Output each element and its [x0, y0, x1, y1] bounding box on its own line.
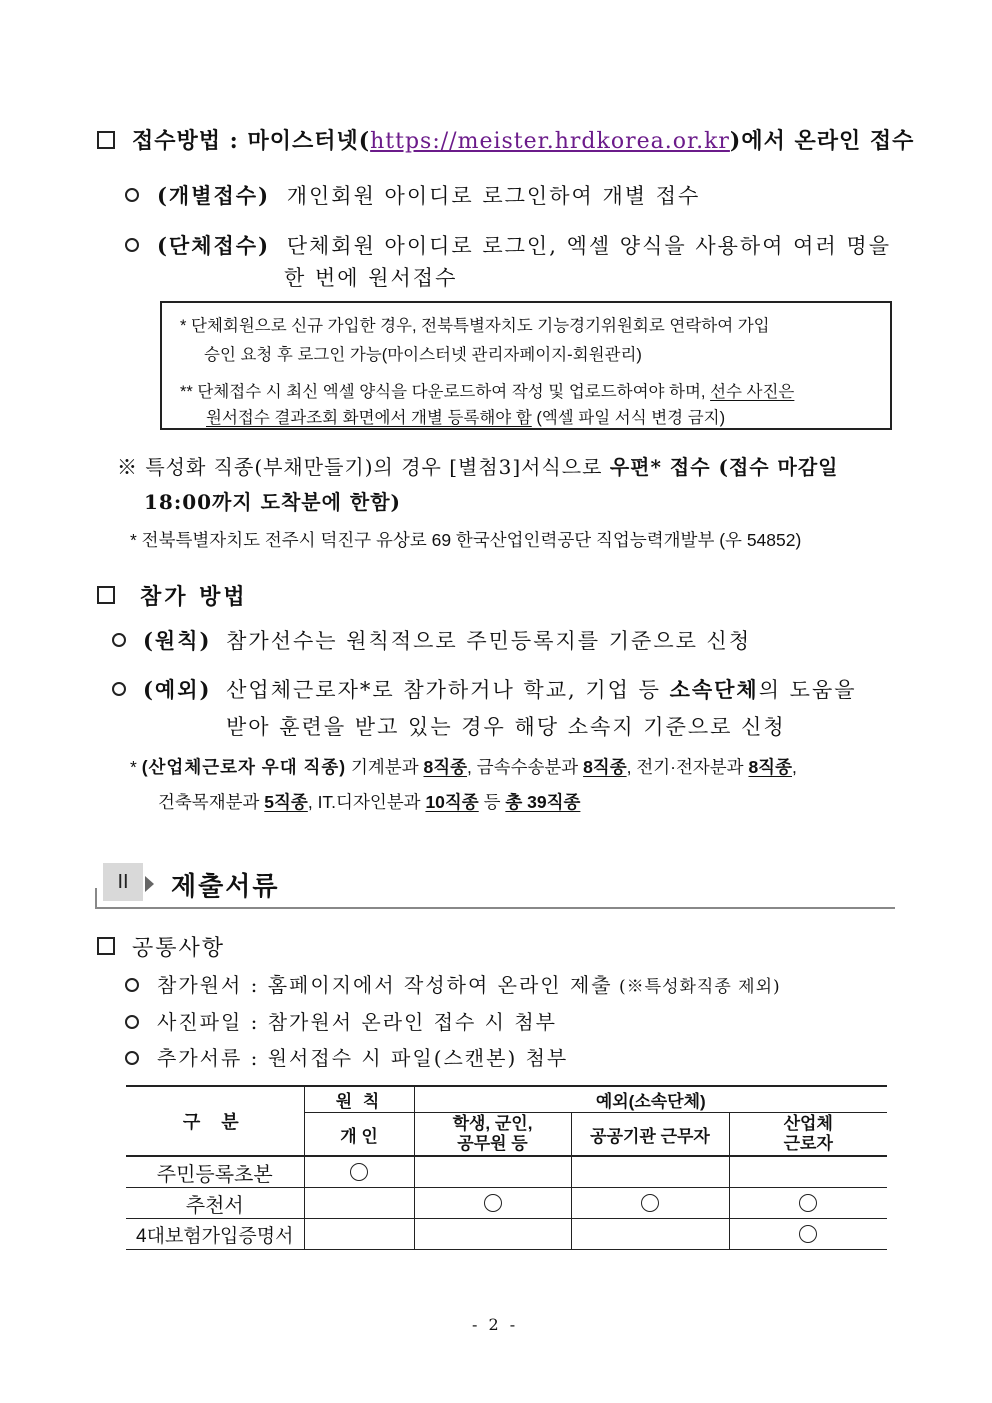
- section-header: [95, 858, 895, 910]
- group-reception-item-cont: 한 번에 원서접수: [284, 266, 458, 290]
- exception-item: (예외) 산업체근로자*로 참가하거나 학교, 기업 등 소속단체의 도움을: [143, 677, 857, 702]
- group-reception-item: (단체접수) 단체회원 아이디로 로그인, 엑셀 양식을 사용하여 여러 명을: [157, 233, 891, 258]
- circle-mark-icon: [641, 1194, 659, 1212]
- bullet-circle: [125, 1015, 139, 1029]
- note1-line2: 승인 요청 후 로그인 가능(마이스터넷 관리자페이지-회원관리): [204, 346, 642, 364]
- header-individual: 개 인: [304, 1113, 414, 1157]
- header-category: 구 분: [126, 1086, 304, 1156]
- cell-check: [304, 1156, 414, 1188]
- arrow-right-icon: [145, 876, 154, 892]
- table-row: [126, 1219, 887, 1250]
- cell-empty: [414, 1156, 571, 1188]
- preferred-trades-note-cont: 건축목재분과 5직종, IT.디자인분과 10직종 등 총 39직종: [158, 792, 581, 812]
- row-label: 주민등록초본: [126, 1156, 304, 1188]
- cell-empty: [414, 1219, 571, 1250]
- header-exception: 예외(소속단체): [414, 1086, 887, 1113]
- cell-empty: [304, 1219, 414, 1250]
- note1-line1: * 단체회원으로 신규 가입한 경우, 전북특별자치도 기능경기위원회로 연락하여 가입: [180, 317, 770, 335]
- participation-method-heading: 참가 방법: [140, 584, 248, 610]
- section-divider: [95, 907, 895, 909]
- header-public-institution: 공공기관 근무자: [571, 1113, 729, 1157]
- section-title: 제출서류: [171, 872, 280, 902]
- application-form-item: 참가원서 : 홈페이지에서 작성하여 온라인 제출 (※특성화직종 제외): [157, 973, 781, 997]
- bullet-circle: [125, 188, 139, 202]
- checkbox-square: [97, 937, 115, 955]
- bullet-circle: [125, 978, 139, 992]
- preferred-trades-note: * (산업체근로자 우대 직종) 기계분과 8직종, 금속수송분과 8직종, 전기·전자분과 8직종,: [130, 757, 797, 777]
- header-industrial-worker: 산업체 근로자: [729, 1113, 887, 1157]
- bullet-circle: [112, 682, 126, 696]
- cell-check: [414, 1188, 571, 1219]
- row-label: 추천서: [126, 1188, 304, 1219]
- checkbox-square: [97, 131, 115, 149]
- cell-empty: [304, 1188, 414, 1219]
- cell-check: [729, 1188, 887, 1219]
- photo-file-item: 사진파일 : 참가원서 온라인 접수 시 첨부: [157, 1010, 558, 1034]
- section-number: II: [103, 863, 143, 901]
- required-documents-table: [126, 1085, 887, 1250]
- header-student-soldier: 학생, 군인, 공무원 등: [414, 1113, 571, 1157]
- circle-mark-icon: [799, 1225, 817, 1243]
- page-number: - 2 -: [472, 1315, 519, 1334]
- common-items-heading: 공통사항: [132, 936, 226, 961]
- cell-empty: [571, 1219, 729, 1250]
- table-row: [126, 1156, 887, 1188]
- reception-method-heading: 접수방법 : 마이스터넷(https://meister.hrdkorea.or.kr)에서 온라인 접수: [132, 128, 915, 154]
- circle-mark-icon: [484, 1194, 502, 1212]
- bullet-circle: [112, 633, 126, 647]
- principle-item: (원칙) 참가선수는 원칙적으로 주민등록지를 기준으로 신청: [143, 628, 752, 653]
- mailing-address: * 전북특별자치도 전주시 덕진구 유상로 69 한국산업인력공단 직업능력개발부 (우 54852): [130, 530, 802, 550]
- cell-empty: [571, 1156, 729, 1188]
- table-row: [126, 1188, 887, 1219]
- section-divider: [95, 888, 97, 908]
- cell-empty: [729, 1156, 887, 1188]
- circle-mark-icon: [799, 1194, 817, 1212]
- special-trade-notice-cont: 18:00까지 도착분에 한함): [144, 490, 401, 514]
- circle-mark-icon: [350, 1163, 368, 1181]
- note2-line1: ** 단체접수 시 최신 엑셀 양식을 다운로드하여 작성 및 업로드하여야 하며, 선수 사진은: [180, 383, 795, 401]
- meisternet-link[interactable]: https://meister.hrdkorea.or.kr: [370, 129, 730, 154]
- note-box: [160, 301, 892, 430]
- checkbox-square: [97, 586, 115, 604]
- individual-reception-item: (개별접수) 개인회원 아이디로 로그인하여 개별 접수: [157, 183, 701, 208]
- exception-item-cont: 받아 훈련을 받고 있는 경우 해당 소속지 기준으로 신청: [226, 715, 786, 739]
- row-label: 4대보험가입증명서: [126, 1219, 304, 1250]
- special-trade-notice: ※ 특성화 직종(부채만들기)의 경우 [별첨3]서식으로 우편* 접수 (접수 마감일: [117, 455, 839, 479]
- bullet-circle: [125, 238, 139, 252]
- note2-line2: 원서접수 결과조회 화면에서 개별 등록해야 함 (엑셀 파일 서식 변경 금지): [206, 409, 726, 427]
- bullet-circle: [125, 1051, 139, 1065]
- cell-check: [729, 1219, 887, 1250]
- header-principle: 원 칙: [304, 1086, 414, 1113]
- additional-docs-item: 추가서류 : 원서접수 시 파일(스캔본) 첨부: [157, 1046, 569, 1070]
- cell-check: [571, 1188, 729, 1219]
